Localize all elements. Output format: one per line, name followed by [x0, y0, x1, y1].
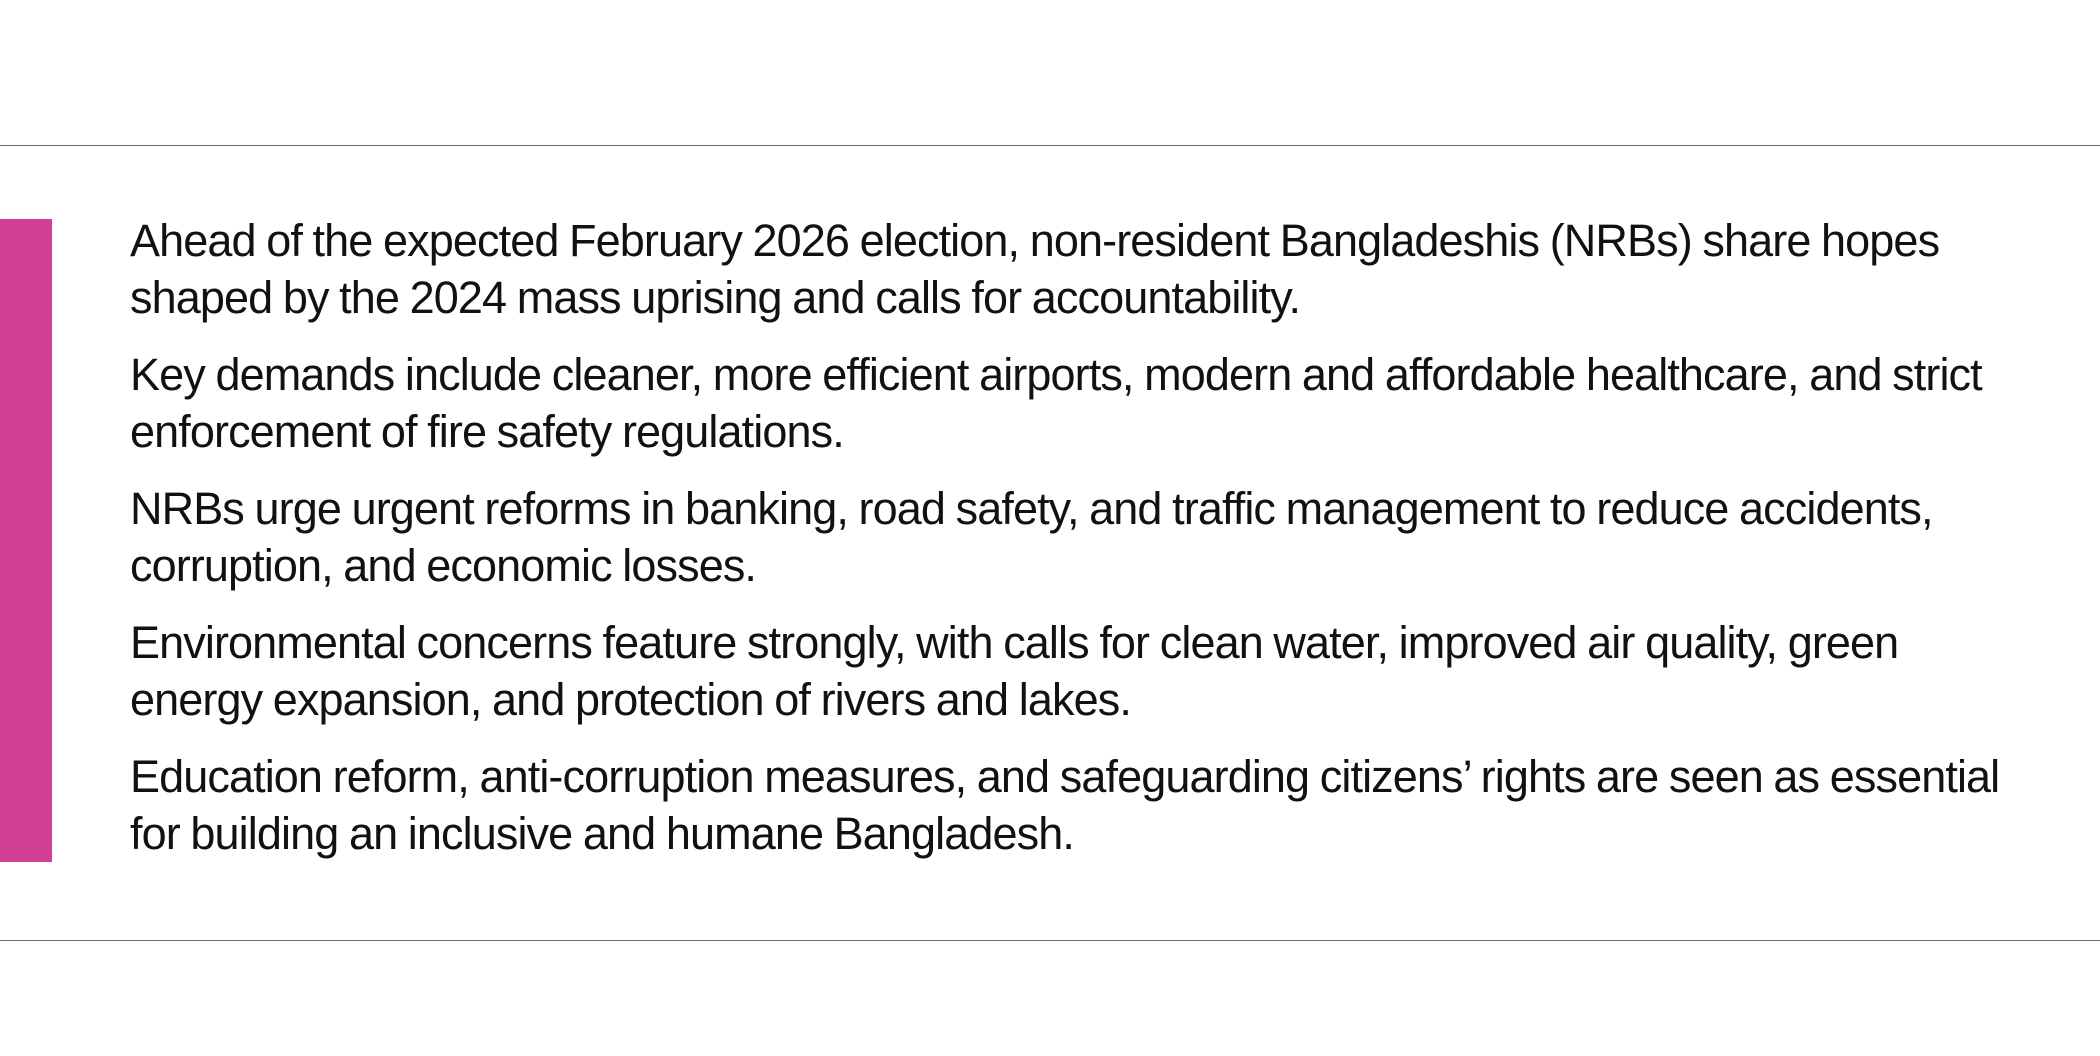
- highlight-item: Education reform, anti-corruption measures, and safeguarding citizens’ rights are seen as essential for building an inclusive and humane Bangladesh.: [130, 751, 2000, 859]
- highlight-item: Key demands include cleaner, more efficient airports, modern and affordable healthcare, and strict enforcement of fire safety regulations.: [130, 349, 1982, 457]
- bottom-divider: [0, 940, 2100, 941]
- accent-bar: [0, 219, 52, 862]
- highlights-list: [130, 212, 2010, 882]
- highlight-item: NRBs urge urgent reforms in banking, road safety, and traffic management to reduce accidents, corruption, and economic losses.: [130, 483, 1933, 591]
- highlight-item: Environmental concerns feature strongly, with calls for clean water, improved air quality, green energy expansion, and protection of rivers and lakes.: [130, 617, 1899, 725]
- top-divider: [0, 145, 2100, 146]
- highlight-item: Ahead of the expected February 2026 election, non-resident Bangladeshis (NRBs) share hopes shaped by the 2024 mass uprising and calls for accountability.: [130, 215, 1940, 323]
